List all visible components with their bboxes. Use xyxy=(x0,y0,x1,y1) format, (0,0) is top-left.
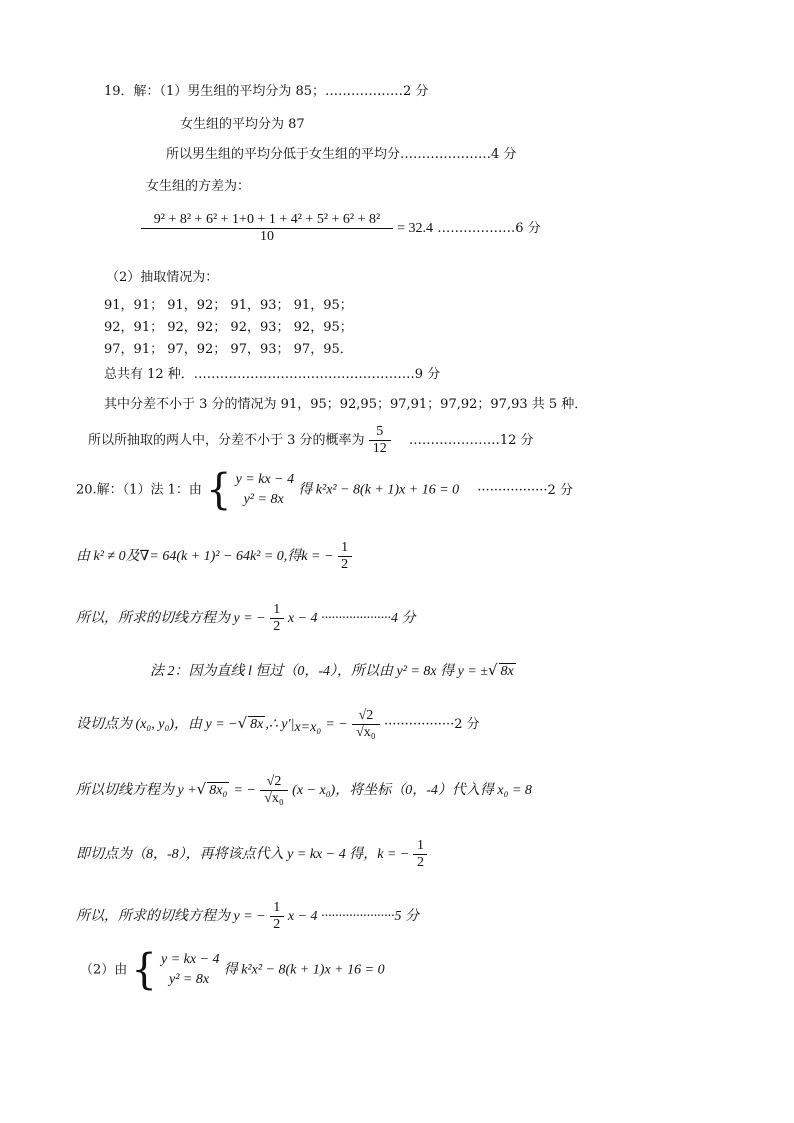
variance-denominator: 10 xyxy=(141,228,393,245)
left-brace-icon: { xyxy=(206,465,232,515)
pairs-row-2: 92，91； 92，92； 92，93； 92，95； xyxy=(104,320,353,335)
variance-result: = 32.4 xyxy=(397,221,434,236)
q20-method2 xyxy=(150,662,516,680)
slope1-numerator: 1 xyxy=(273,602,281,617)
sqrt-icon: √ xyxy=(487,661,498,679)
discriminant-text: 由 k² ≠ 0及∇= 64(k + 1)² − 64k² = 0,得k = − xyxy=(76,549,334,564)
system1-line-1: y = kx − 4 xyxy=(235,472,295,487)
probability-fraction xyxy=(369,424,391,457)
sqrt-icon: √ xyxy=(196,780,207,798)
derivative-text: 设切点为 (x₀, y₀)，由 y = − xyxy=(76,717,238,732)
q20-heading: 20.解：（1）法 1：由 xyxy=(76,482,202,498)
probability-numerator: 5 xyxy=(376,424,384,439)
q20-tangent-2 xyxy=(76,900,419,933)
k-numerator: 1 xyxy=(341,540,349,555)
left-brace-icon: { xyxy=(131,945,157,995)
pairs-row-3: 97，91； 97，92； 97，93； 97，95． xyxy=(104,342,353,357)
system1-line-2: y² = 8x xyxy=(243,492,284,507)
probability-text: 所以所抽取的两人中，分差不小于 3 分的概率为 xyxy=(88,433,365,448)
variance-fraction xyxy=(141,212,393,245)
k-denominator: 2 xyxy=(338,556,352,573)
sqrt-icon: √ xyxy=(237,714,248,732)
q20-method1 xyxy=(76,465,573,515)
q19-cases: 其中分差不小于 3 分的情况为 91，95；92,95；97,91；97,92；97,93 共 5 种． xyxy=(104,397,588,412)
derivative-radicand: 8x xyxy=(250,717,264,732)
probability-points: …………………12 分 xyxy=(408,433,534,448)
q20-derivative xyxy=(76,708,480,741)
system2-line-2: y² = 8x xyxy=(169,972,210,987)
tangent-line-equals: = − xyxy=(233,783,256,798)
tangent1-points: x − 4 ····················4 分 xyxy=(287,611,416,626)
slope-fraction-1 xyxy=(270,602,284,635)
pairs-row-1: 91，91； 91，92； 91，93； 91，95； xyxy=(104,298,353,313)
q20-tangent-1 xyxy=(76,602,416,635)
q19-variance-formula xyxy=(141,212,541,245)
k2-denominator: 2 xyxy=(413,854,427,871)
tangent-line-numerator: √2 xyxy=(266,774,282,789)
method2-text: 法 2：因为直线 l 恒过（0，-4），所以由 y² = 8x 得 y = ± xyxy=(150,664,488,679)
k-fraction-2 xyxy=(413,838,427,871)
tangent-line-denominator: √x₀ xyxy=(260,790,288,807)
system2-line-1: y = kx − 4 xyxy=(161,952,220,967)
method1-points: ·················2 分 xyxy=(477,482,573,498)
derivative-numerator: √2 xyxy=(358,708,374,723)
derivative-prime: ,∴ y′| xyxy=(265,717,295,732)
tangent-point-text: 即切点为（8，-8），再将该点代入 y = kx − 4 得，k = − xyxy=(76,847,410,862)
tangent-line-fraction xyxy=(260,774,288,807)
slope2-numerator: 1 xyxy=(273,900,281,915)
derivative-equals: = − xyxy=(325,717,348,732)
q19-part2-label: （2）抽取情况为： xyxy=(106,270,219,285)
tangent1-text: 所以，所求的切线方程为 y = − xyxy=(76,611,266,626)
derivative-points: ·················2 分 xyxy=(384,717,480,732)
q19-total: 总共有 12 种．……………………………………………9 分 xyxy=(104,367,441,382)
variance-points: ………………6 分 xyxy=(437,221,541,236)
equation-system-1 xyxy=(236,470,295,510)
q20-tangent-line xyxy=(76,774,532,807)
tangent-line-radicand: 8x₀ xyxy=(209,783,228,798)
derivative-subscript: x=x₀ xyxy=(294,720,322,735)
derivative-denominator: √x₀ xyxy=(352,724,380,741)
q19-conclusion: 所以男生组的平均分低于女生组的平均分…………………4 分 xyxy=(166,147,517,162)
q20-tangent-point xyxy=(76,838,427,871)
derivative-fraction xyxy=(352,708,380,741)
k2-numerator: 1 xyxy=(416,838,424,853)
q20-discriminant xyxy=(76,540,352,573)
q19-part1-line: 19．解：（1）男生组的平均分为 85；………………2 分 xyxy=(104,84,429,99)
slope-fraction-2 xyxy=(270,900,284,933)
tangent-line-text: 所以切线方程为 y + xyxy=(76,783,197,798)
tangent2-text: 所以，所求的切线方程为 y = − xyxy=(76,909,266,924)
quadratic-equation-1: 得 k²x² − 8(k + 1)x + 16 = 0 xyxy=(298,482,460,498)
probability-denominator: 12 xyxy=(369,440,391,457)
quadratic-equation-2: 得 k²x² − 8(k + 1)x + 16 = 0 xyxy=(223,962,385,978)
q19-variance-label: 女生组的方差为： xyxy=(146,179,251,194)
slope2-denominator: 2 xyxy=(270,916,284,933)
variance-numerator: 9² + 8² + 6² + 1+0 + 1 + 4² + 5² + 6² + 8² xyxy=(153,212,381,227)
tangent2-points: x − 4 ·····················5 分 xyxy=(287,909,420,924)
q19-probability xyxy=(88,424,534,457)
tangent-line-substitution: (x − x₀)，将坐标（0，-4）代入得 x₀ = 8 xyxy=(292,783,532,798)
slope1-denominator: 2 xyxy=(270,618,284,635)
equation-system-2 xyxy=(161,950,220,990)
part2-heading: （2）由 xyxy=(80,962,128,978)
k-fraction xyxy=(338,540,352,573)
q20-part2 xyxy=(80,945,385,995)
q19-girls-mean: 女生组的平均分为 87 xyxy=(180,117,305,132)
method2-radicand: 8x xyxy=(500,664,514,679)
